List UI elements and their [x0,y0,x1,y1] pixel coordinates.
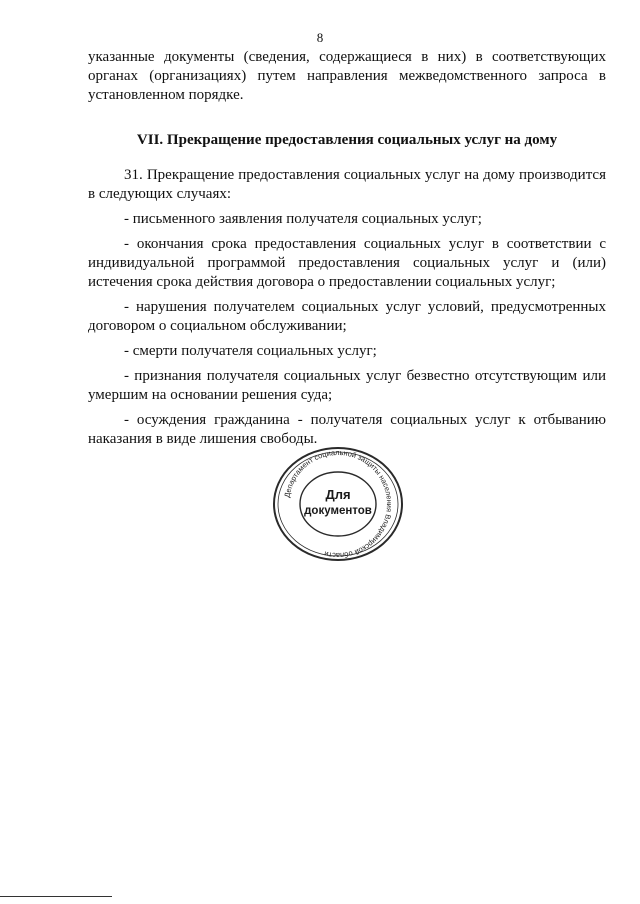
stamp-inner-ring [300,472,376,536]
list-item: - признания получателя социальных услуг безвестно отсутствующим или умершим на основании решения суда; [88,368,606,403]
official-stamp [270,445,406,563]
stamp-graphic [270,445,406,563]
document-body [88,48,606,449]
list-item: - осуждения гражданина - получателя социальных услуг к отбыванию наказания в виде лишения свободы. [88,412,606,447]
list-item: - окончания срока предоставления социальных услуг в соответствии с индивидуальной программой предоставления социальных услуг и (или) истечения срока действия договора о предоставлении социальных услуг; [88,236,606,290]
page-number: 8 [316,30,324,45]
list-item: - нарушения получателем социальных услуг условий, предусмотренных договором о социальном обслуживании; [88,299,606,334]
clause-31: 31. Прекращение предоставления социальных услуг на дому производится в следующих случаях: [88,167,606,202]
section-heading: VII. Прекращение предоставления социальных услуг на дому [136,132,558,148]
list-item: - письменного заявления получателя социальных услуг; [124,211,482,227]
list-item: - смерти получателя социальных услуг; [124,343,377,359]
stamp-outer-ring [274,448,402,560]
footer-rule [0,896,112,897]
stamp-center-line-2: документов [304,505,372,517]
stamp-ring-textpath: Департамент социальной защиты населения Владимирской области [282,447,395,561]
stamp-center-line-1: Для [325,487,351,502]
continuation-paragraph: указанные документы (сведения, содержащиеся в них) в соответствующих органах (организациях) путем направления межведомственного запроса в установленном порядке. [88,49,606,103]
